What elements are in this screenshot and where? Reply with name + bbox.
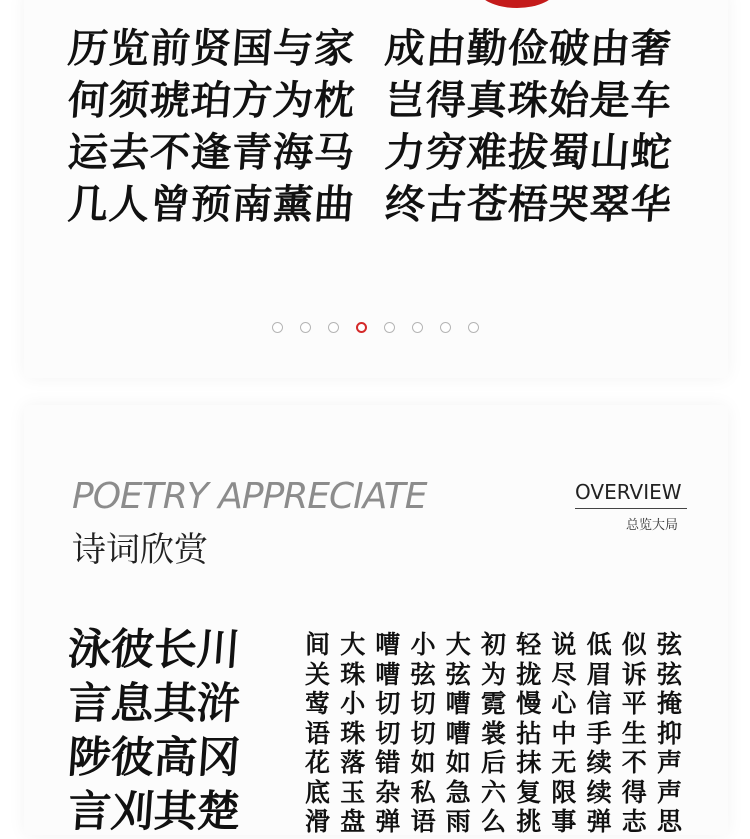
overview-underline — [575, 508, 687, 509]
carousel-dot-8[interactable] — [468, 322, 479, 333]
carousel-dot-3[interactable] — [328, 322, 339, 333]
poem-large-line-4: 言刈其楚 — [66, 787, 242, 837]
poem-small-line-7: 滑盘弹语雨么挑事弹志思 — [305, 807, 693, 836]
poem-small-line-6: 底玉杂私急六复限续得声 — [305, 777, 693, 807]
poem-large-line-1: 泳彼长川 — [66, 625, 242, 675]
poem-small-line-4: 语珠切切嘈裳拈中手生抑 — [305, 718, 693, 748]
poem-small-line-1: 间大嘈小大初轻说低似弦 — [305, 630, 693, 659]
poem-large-line-3: 陟彼高冈 — [66, 733, 242, 783]
poem-large-block — [66, 623, 268, 837]
carousel-dot-7[interactable] — [440, 322, 451, 333]
poem-small-line-2: 关珠嘈弦弦为拢尽眉诉弦 — [305, 659, 693, 689]
carousel-dot-1[interactable] — [272, 322, 283, 333]
carousel-dot-5[interactable] — [384, 322, 395, 333]
carousel-dot-4[interactable] — [356, 322, 367, 333]
calligraphy-line-4: 几人曾预南薰曲 终古苍梧哭翠华 — [66, 181, 674, 228]
calligraphy-line-2: 何须琥珀方为枕 岂得真珠始是车 — [66, 77, 674, 124]
carousel-pagination — [0, 320, 750, 338]
poem-large-line-2: 言息其浒 — [66, 679, 242, 729]
poem-small-line-3: 莺小切切嘈霓慢心信平掩 — [305, 689, 693, 718]
poem-small-block — [305, 630, 695, 836]
calligraphy-line-1: 历览前贤国与家 成由勤俭破由奢 — [66, 25, 674, 72]
poem-small-line-5: 花落错如如后抹无续不声 — [305, 748, 693, 777]
calligraphy-line-3: 运去不逢青海马 力穷难拔蜀山蛇 — [66, 129, 674, 176]
carousel-dot-6[interactable] — [412, 322, 423, 333]
overview-subtitle: 总览大局 — [626, 518, 679, 533]
overview-link[interactable]: OVERVIEW — [575, 480, 682, 504]
section-title-en: POETRY APPRECIATE — [72, 476, 427, 517]
section-title-zh: 诗词欣赏 — [72, 530, 208, 570]
carousel-dot-2[interactable] — [300, 322, 311, 333]
